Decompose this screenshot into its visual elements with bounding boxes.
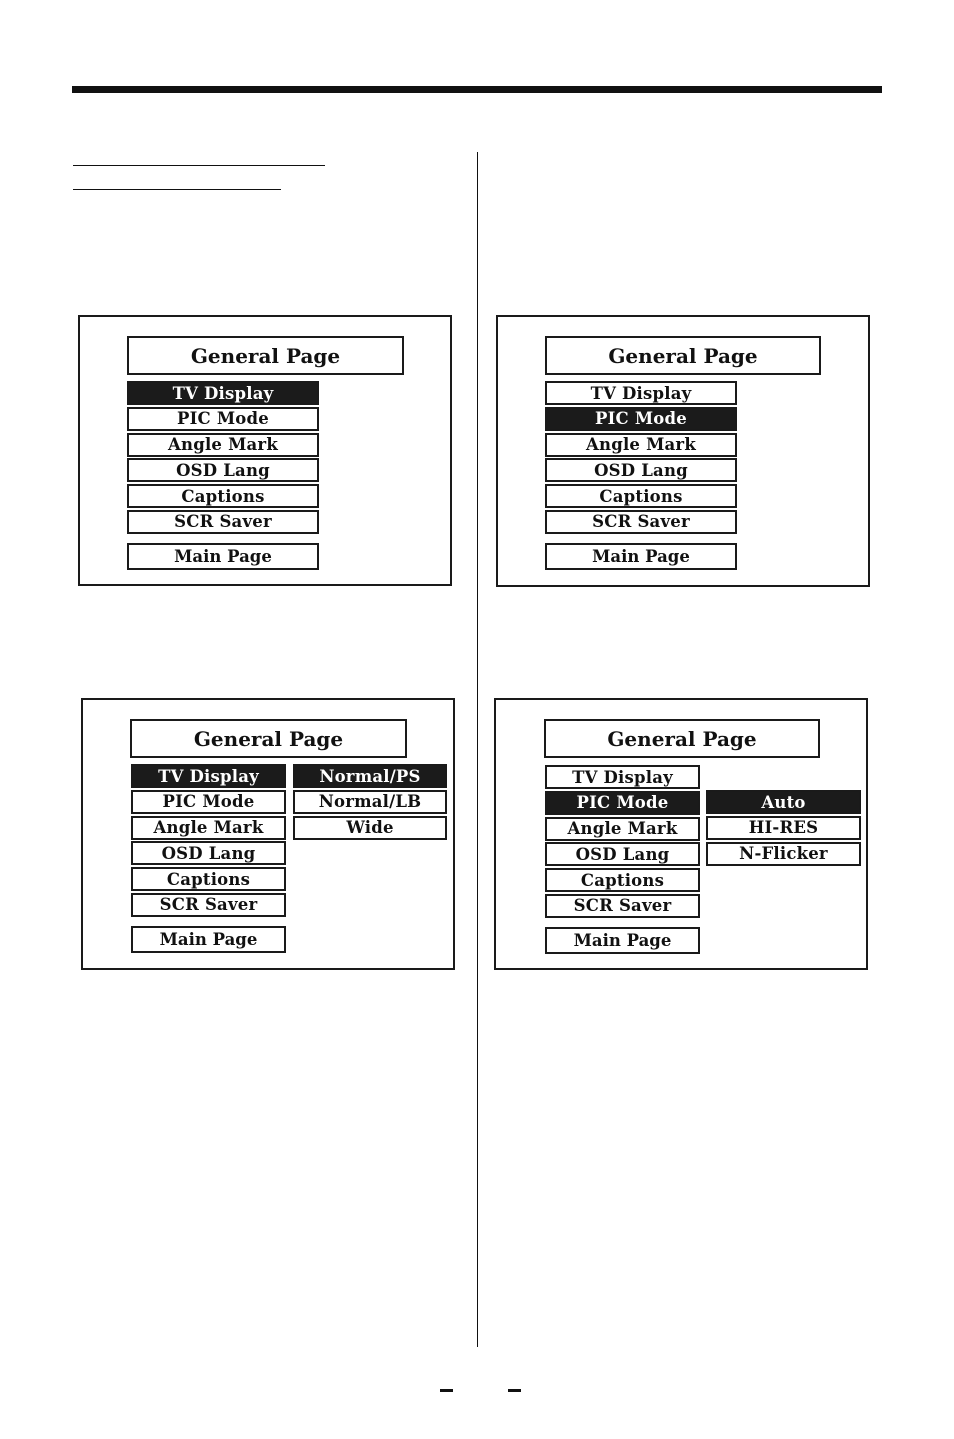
- osd-panel-1: [78, 315, 452, 586]
- menu-item-pic-mode[interactable]: PIC Mode: [131, 790, 286, 814]
- submenu-item-auto[interactable]: Auto: [706, 790, 861, 814]
- general-menu: [131, 764, 286, 919]
- footer-dash-left: [440, 1389, 453, 1392]
- menu-item-osd-lang[interactable]: OSD Lang: [127, 458, 319, 482]
- menu-item-tv-display[interactable]: TV Display: [545, 381, 737, 405]
- menu-item-captions[interactable]: Captions: [127, 484, 319, 508]
- menu-item-captions[interactable]: Captions: [545, 868, 700, 892]
- heading-underline: [73, 165, 325, 166]
- menu-item-scr-saver[interactable]: SCR Saver: [131, 893, 286, 917]
- menu-item-osd-lang[interactable]: OSD Lang: [545, 842, 700, 866]
- main-page-button[interactable]: Main Page: [127, 543, 319, 570]
- menu-item-tv-display[interactable]: TV Display: [545, 765, 700, 789]
- osd-panel-4: [494, 698, 868, 970]
- menu-item-pic-mode[interactable]: PIC Mode: [127, 407, 319, 431]
- menu-item-captions[interactable]: Captions: [545, 484, 737, 508]
- general-menu: [545, 381, 737, 536]
- column-divider: [477, 152, 478, 1347]
- menu-item-angle-mark[interactable]: Angle Mark: [545, 433, 737, 457]
- general-menu: [545, 765, 700, 920]
- main-page-button[interactable]: Main Page: [545, 543, 737, 570]
- panel-title: General Page: [130, 719, 407, 758]
- menu-item-pic-mode[interactable]: PIC Mode: [545, 407, 737, 431]
- menu-item-tv-display[interactable]: TV Display: [127, 381, 319, 405]
- pic-mode-submenu: [706, 790, 861, 867]
- menu-item-angle-mark[interactable]: Angle Mark: [545, 817, 700, 841]
- main-page-button[interactable]: Main Page: [545, 927, 700, 954]
- osd-panel-2: [496, 315, 870, 587]
- menu-item-tv-display[interactable]: TV Display: [131, 764, 286, 788]
- menu-item-pic-mode[interactable]: PIC Mode: [545, 791, 700, 815]
- tv-display-submenu: [293, 764, 447, 841]
- osd-panel-3: [81, 698, 455, 970]
- menu-item-osd-lang[interactable]: OSD Lang: [131, 841, 286, 865]
- header-rule: [72, 86, 882, 93]
- subheading-underline: [73, 189, 281, 190]
- panel-title: General Page: [127, 336, 404, 375]
- menu-item-angle-mark[interactable]: Angle Mark: [127, 433, 319, 457]
- submenu-item-normal-ps[interactable]: Normal/PS: [293, 764, 447, 788]
- menu-item-angle-mark[interactable]: Angle Mark: [131, 816, 286, 840]
- panel-title: General Page: [544, 719, 820, 758]
- footer-dash-right: [508, 1389, 521, 1392]
- menu-item-scr-saver[interactable]: SCR Saver: [545, 510, 737, 534]
- submenu-item-n-flicker[interactable]: N-Flicker: [706, 842, 861, 866]
- menu-item-captions[interactable]: Captions: [131, 867, 286, 891]
- menu-item-osd-lang[interactable]: OSD Lang: [545, 458, 737, 482]
- menu-item-scr-saver[interactable]: SCR Saver: [127, 510, 319, 534]
- submenu-item-wide[interactable]: Wide: [293, 816, 447, 840]
- panel-title: General Page: [545, 336, 821, 375]
- menu-item-scr-saver[interactable]: SCR Saver: [545, 894, 700, 918]
- general-menu: [127, 381, 319, 536]
- submenu-item-normal-lb[interactable]: Normal/LB: [293, 790, 447, 814]
- main-page-button[interactable]: Main Page: [131, 926, 286, 953]
- submenu-item-hi-res[interactable]: HI-RES: [706, 816, 861, 840]
